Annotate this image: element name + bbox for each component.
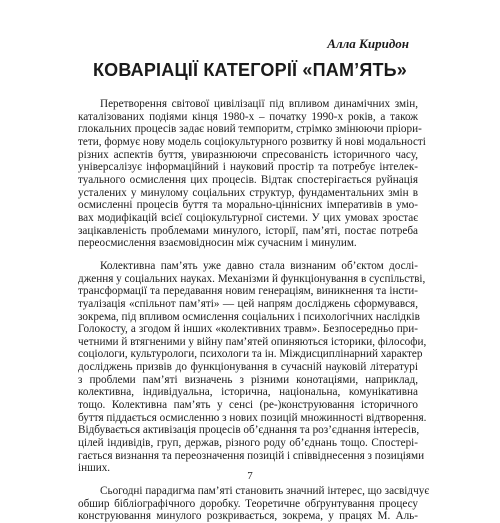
paragraph-1 [78, 98, 426, 250]
text-line: каталізованих подіями кінця 1980-х – початку 1990-х років, а також [78, 110, 418, 123]
text-line: різних аспектів буття, увиразнюючи спресованість історичного часу, [78, 148, 418, 161]
text-line: усталених у минулому соціальних структур, фундаментальних змін в [78, 186, 418, 199]
text-line: Колективна пам’ять уже давно стала визнаним об’єктом дослі- [100, 259, 418, 272]
text-line: четними й втягненими у війну пам’ятей опиняються історики, філософи, [78, 335, 427, 348]
text-line: зацікавленість проблемами минулого, історії, пам’яті, постає потреба [78, 224, 418, 237]
author-name: Алла Киридон [327, 36, 409, 51]
text-line: досліджень призвів до функціонування в сучасній науковій літературі [78, 361, 418, 374]
text-line: Перетворення світової цивілізації під впливом динамічних змін, [100, 98, 418, 110]
text-line: Сьогодні парадигма пам’яті становить значний інтерес, що засвідчує [100, 485, 430, 498]
text-line: соціологи, культурологи, психологи та ін. Міждисциплінарний характер [78, 348, 423, 361]
body-text [78, 98, 430, 523]
text-line: цілей індивідів, груп, держав, різного роду об’єднань тощо. Спостері- [78, 437, 418, 450]
text-line: туального осмислення цих процесів. Відтак спостерігається руйнація [78, 173, 418, 186]
text-line: зокрема, під впливом осмислення соціальних і психологічних наслідків [78, 310, 420, 323]
text-line: обшир бібліографічного доробку. Теоретичне обґрунтування процесу [78, 497, 418, 510]
page-number: 7 [247, 470, 253, 482]
text-line: універсалізує інформаційний і науковий простір та потребує інтелек- [78, 161, 418, 174]
text-line: дження у соціальних науках. Механізми й функціонування в суспільстві, [78, 272, 426, 285]
text-line: конструювання минулого розкривається, зокрема, у працях М. Аль- [78, 510, 418, 523]
chapter-title: КОВАРІАЦІЇ КАТЕГОРІЇ «ПАМ’ЯТЬ» [92, 60, 408, 80]
text-line: тощо. Колективна пам’ять у сенсі (ре-)конструювання історичного [78, 399, 418, 412]
text-line: колективна, індивідуальна, історична, національна, комунікативна [78, 386, 418, 399]
text-line: переосмислення взаємовідносин між сучасним і минулим. [78, 237, 357, 250]
text-line: тети, формує нову модель соціокультурного розвитку й нові модальності [78, 135, 426, 148]
paragraph-3 [78, 485, 430, 523]
text-line: глокальних процесів задає новий темпоритм, стрімко змінюючи пріори- [78, 123, 422, 136]
text-line: вах модифікацій всієї соціокультурної системи. У цих умовах зростає [78, 211, 418, 224]
text-line: інших. [78, 462, 111, 475]
paragraph-2 [78, 259, 427, 475]
text-line: туалізація «спільнот пам’яті» — цей напрям досліджень сформувався, [78, 297, 418, 310]
text-line: Голокосту, а згодом й інших «колективних травм». Безпосередньо при- [78, 323, 418, 336]
text-line: з проблеми пам’яті визначень з різними конотаціями, наприклад, [78, 373, 418, 386]
text-line: буття піддається осмисленню з нових позицій множинності відтворення. [78, 411, 427, 424]
text-line: осмисленні процесів буття та морально-ціннісних імперативів в умо- [78, 199, 418, 212]
text-line: Відбувається активізація процесів об’єднання та роз’єднання інтересів, [78, 424, 420, 437]
text-line: гається визнання та переозначення позицій і співвіднесення з позиціями [78, 449, 425, 462]
text-line: трансформації та передавання новим генераціям, виникнення та інсти- [78, 285, 418, 298]
